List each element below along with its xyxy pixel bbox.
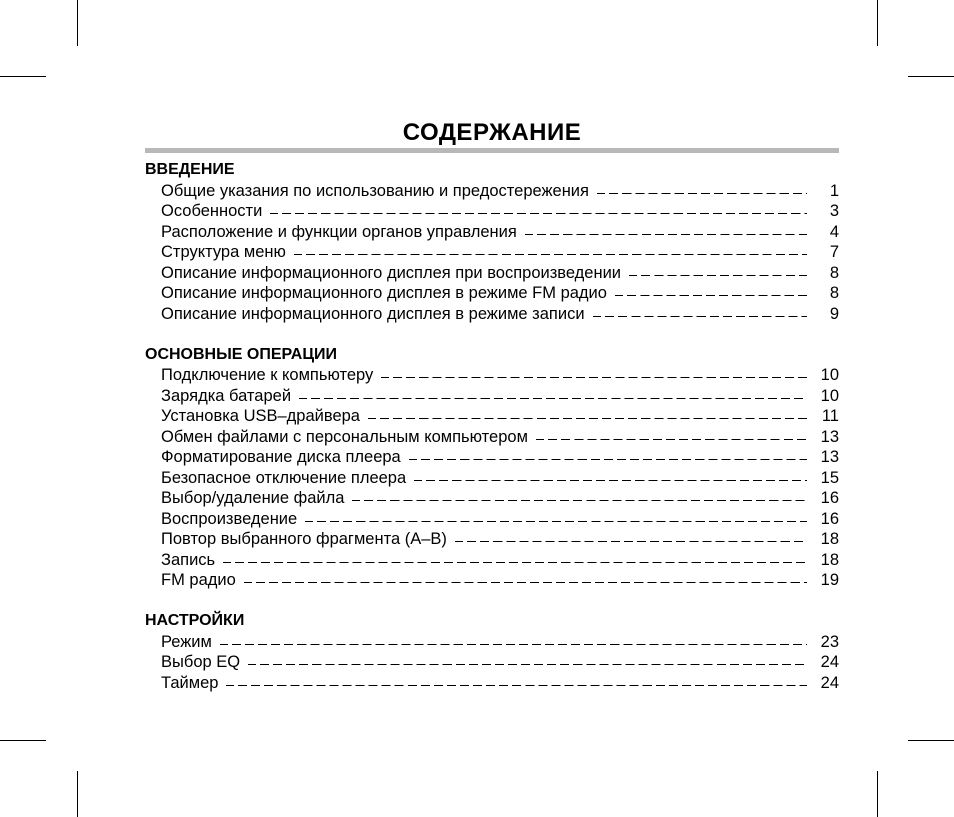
toc-entry-label: Режим <box>161 632 212 651</box>
toc-entry[interactable] <box>145 632 839 653</box>
toc-entry-label: Безопасное отключение плеера <box>161 468 407 487</box>
crop-mark <box>908 740 954 741</box>
dot-leader <box>414 479 807 481</box>
toc-entry[interactable] <box>145 406 839 427</box>
toc-entry-page: 11 <box>821 407 839 425</box>
dot-leader <box>244 581 807 583</box>
toc-entry-label: Запись <box>161 550 216 569</box>
dot-leader <box>270 212 807 214</box>
dot-leader <box>299 397 807 399</box>
toc-entry[interactable] <box>145 652 839 673</box>
toc-entry-page: 10 <box>820 386 839 405</box>
dot-leader <box>593 315 807 317</box>
dot-leader <box>352 499 807 501</box>
toc-entry-label: Установка USB–драйвера <box>161 407 360 425</box>
toc-section <box>145 611 839 693</box>
crop-mark <box>0 76 46 77</box>
toc-section <box>145 160 839 324</box>
toc-entry[interactable] <box>145 673 839 694</box>
toc-entry-page: 4 <box>829 222 839 241</box>
toc-entry-page: 16 <box>820 489 839 507</box>
toc-section <box>145 345 839 591</box>
dot-leader <box>455 540 807 542</box>
toc-entry-page: 24 <box>820 673 839 692</box>
toc-entry-label: Форматирование диска плеера <box>161 448 401 466</box>
toc-entry-label: Общие указания по использованию и предостережения <box>161 181 589 200</box>
crop-mark <box>908 76 954 77</box>
dot-leader <box>381 376 807 378</box>
toc-entry-label: Описание информационного дисплея в режиме записи <box>161 304 585 323</box>
toc-entry-label: Подключение к компьютеру <box>161 366 374 384</box>
toc-entry-label: Обмен файлами с персональным компьютером <box>161 427 528 446</box>
dot-leader <box>368 417 807 419</box>
crop-mark <box>877 771 878 817</box>
toc-entry[interactable] <box>145 365 839 386</box>
toc-entry[interactable] <box>145 263 839 284</box>
toc-entry[interactable] <box>145 447 839 468</box>
toc-entry-page: 1 <box>829 181 839 200</box>
toc-entry-page: 18 <box>820 550 839 569</box>
section-heading: НАСТРОЙКИ <box>145 612 245 629</box>
dot-leader <box>305 520 807 522</box>
toc-entry-label: Повтор выбранного фрагмента (A–B) <box>161 530 447 548</box>
toc-entry[interactable] <box>145 427 839 448</box>
toc-entry-label: Описание информационного дисплея в режиме FM радио <box>161 284 607 302</box>
dot-leader <box>226 684 807 686</box>
toc-entry-label: Особенности <box>161 202 263 220</box>
dot-leader <box>629 274 807 276</box>
toc-entry-label: Выбор EQ <box>161 653 241 671</box>
page-title: СОДЕРЖАНИЕ <box>402 119 582 146</box>
dot-leader <box>248 663 807 665</box>
dot-leader <box>525 233 807 235</box>
toc-entry-label: Структура меню <box>161 243 286 261</box>
section-heading: ВВЕДЕНИЕ <box>145 161 235 178</box>
table-of-contents <box>145 160 839 693</box>
toc-entry-label: Выбор/удаление файла <box>161 489 345 507</box>
toc-entry-page: 10 <box>820 366 839 384</box>
dot-leader <box>409 458 807 460</box>
toc-entry-page: 3 <box>829 202 839 220</box>
toc-entry[interactable] <box>145 509 839 530</box>
title-rule <box>145 148 839 153</box>
toc-entry[interactable] <box>145 468 839 489</box>
toc-entry-label: Таймер <box>161 673 219 692</box>
toc-entry[interactable] <box>145 222 839 243</box>
toc-page <box>145 118 839 714</box>
toc-entry[interactable] <box>145 181 839 202</box>
toc-entry[interactable] <box>145 304 839 325</box>
toc-entry-page: 7 <box>829 243 839 261</box>
toc-entry[interactable] <box>145 242 839 263</box>
toc-entry-page: 18 <box>820 530 839 548</box>
toc-entry[interactable] <box>145 386 839 407</box>
dot-leader <box>220 643 807 645</box>
crop-mark <box>877 0 878 46</box>
toc-entry-label: Зарядка батарей <box>161 386 292 405</box>
toc-entry-label: Воспроизведение <box>161 509 298 528</box>
toc-entry-page: 9 <box>829 304 839 323</box>
toc-entry-page: 19 <box>820 571 839 589</box>
dot-leader <box>597 192 807 194</box>
crop-mark <box>0 740 46 741</box>
toc-entry-page: 13 <box>820 448 839 466</box>
dot-leader <box>615 294 807 296</box>
crop-mark <box>77 0 78 46</box>
toc-entry[interactable] <box>145 488 839 509</box>
toc-entry[interactable] <box>145 550 839 571</box>
toc-entry-page: 8 <box>829 284 839 302</box>
toc-entry-page: 23 <box>820 632 839 651</box>
toc-entry-page: 13 <box>820 427 839 446</box>
toc-entry-page: 24 <box>820 653 839 671</box>
toc-entry[interactable] <box>145 529 839 550</box>
dot-leader <box>536 438 807 440</box>
toc-entry-page: 16 <box>820 509 839 528</box>
toc-entry-label: Расположение и функции органов управления <box>161 222 517 241</box>
toc-entry[interactable] <box>145 201 839 222</box>
toc-entry-page: 8 <box>829 263 839 282</box>
toc-entry-label: FM радио <box>161 571 236 589</box>
toc-entry[interactable] <box>145 570 839 591</box>
crop-mark <box>77 771 78 817</box>
dot-leader <box>223 561 807 563</box>
dot-leader <box>294 253 807 255</box>
toc-entry[interactable] <box>145 283 839 304</box>
toc-entry-page: 15 <box>820 468 839 487</box>
section-heading: ОСНОВНЫЕ ОПЕРАЦИИ <box>145 345 338 363</box>
toc-entry-label: Описание информационного дисплея при воспроизведении <box>161 263 622 282</box>
